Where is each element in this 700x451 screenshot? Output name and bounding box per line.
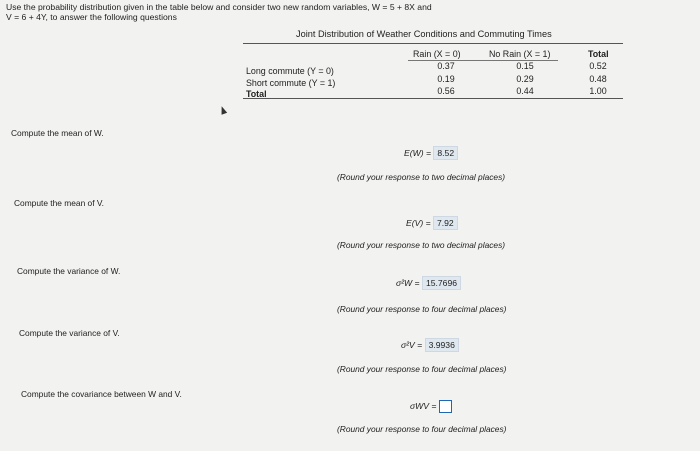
cell-total-norain: 0.44 xyxy=(516,86,534,96)
answer-variance-v-value[interactable]: 3.9936 xyxy=(425,338,459,352)
answer-variance-w-value[interactable]: 15.7696 xyxy=(422,276,461,290)
cell-total-rain: 0.56 xyxy=(437,86,455,96)
question-variance-w: Compute the variance of W. xyxy=(17,266,121,276)
table-bottom-rule xyxy=(243,98,623,99)
rounding-note-1: (Round your response to two decimal places) xyxy=(337,172,506,182)
covariance-input-box[interactable] xyxy=(439,400,452,413)
answer-mean-v-label: E(V) = xyxy=(406,218,431,228)
answer-covariance-label: σWV = xyxy=(410,400,437,411)
table-top-rule xyxy=(243,43,623,44)
cell-short-total: 0.48 xyxy=(589,74,607,84)
header-total: Total xyxy=(588,49,609,59)
answer-mean-v-value[interactable]: 7.92 xyxy=(433,216,458,230)
intro-line-2: V = 6 + 4Y, to answer the following questions xyxy=(6,12,177,23)
question-variance-v: Compute the variance of V. xyxy=(19,328,120,338)
row-label-short-commute: Short commute (Y = 1) xyxy=(246,78,336,88)
cell-long-norain: 0.15 xyxy=(516,61,534,71)
answer-variance-v-label: σ²V = xyxy=(401,340,423,350)
header-no-rain: No Rain (X = 1) xyxy=(489,49,551,59)
rounding-note-4: (Round your response to four decimal places) xyxy=(337,364,507,374)
answer-variance-v xyxy=(401,338,459,352)
question-covariance: Compute the covariance between W and V. xyxy=(21,389,182,399)
answer-mean-w xyxy=(404,146,458,160)
answer-mean-w-label: E(W) = xyxy=(404,148,431,158)
rounding-note-3: (Round your response to four decimal places) xyxy=(337,304,507,314)
answer-variance-w xyxy=(396,276,461,290)
question-mean-v: Compute the mean of V. xyxy=(14,198,105,208)
cell-short-rain: 0.19 xyxy=(437,74,455,84)
joint-distribution-table xyxy=(243,40,623,102)
row-label-long-commute: Long commute (Y = 0) xyxy=(246,66,334,76)
row-label-total: Total xyxy=(246,89,267,99)
cell-total-total: 1.00 xyxy=(589,86,607,96)
cursor-icon xyxy=(219,105,227,115)
table-caption: Joint Distribution of Weather Conditions and Commuting Times xyxy=(296,29,552,39)
cell-long-rain: 0.37 xyxy=(437,61,455,71)
rounding-note-2: (Round your response to two decimal places) xyxy=(337,240,506,250)
rounding-note-5: (Round your response to four decimal places) xyxy=(337,424,507,434)
header-rain: Rain (X = 0) xyxy=(413,49,461,59)
answer-variance-w-label: σ²W = xyxy=(396,278,420,288)
answer-mean-v xyxy=(406,216,458,230)
answer-covariance xyxy=(410,400,452,413)
problem-intro xyxy=(6,2,432,23)
answer-mean-w-value[interactable]: 8.52 xyxy=(433,146,458,160)
cell-short-norain: 0.29 xyxy=(516,74,534,84)
intro-line-1: Use the probability distribution given in the table below and consider two new random variables, W = 5 + 8X and xyxy=(6,2,432,12)
question-mean-w: Compute the mean of W. xyxy=(11,128,104,138)
cell-long-total: 0.52 xyxy=(589,61,607,71)
